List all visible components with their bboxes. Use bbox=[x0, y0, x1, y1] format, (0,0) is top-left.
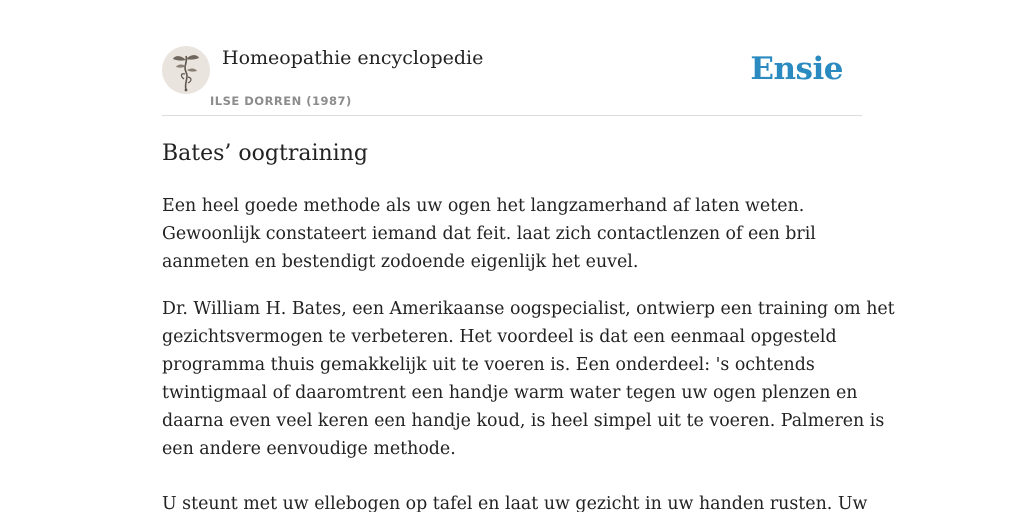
author-credit: ILSE DORREN (1987) bbox=[210, 94, 352, 108]
text-line: daarna even veel keren een handje koud, is heel simpel uit te voeren. Palmeren is bbox=[162, 411, 885, 431]
text-line: U steunt met uw ellebogen op tafel en laat uw gezicht in uw handen rusten. Uw bbox=[162, 494, 868, 512]
article-paragraph bbox=[162, 490, 868, 512]
book-title-link[interactable]: Homeopathie encyclopedie bbox=[222, 47, 484, 69]
text-line: Een heel goede methode als uw ogen het langzamerhand af laten weten. bbox=[162, 196, 805, 216]
text-line: gezichtsvermogen te verbeteren. Het voordeel is dat een eenmaal opgesteld bbox=[162, 327, 837, 347]
text-line: aanmeten en bestendigt zodoende eigenlijk het euvel. bbox=[162, 252, 639, 272]
text-line: een andere eenvoudige methode. bbox=[162, 439, 456, 459]
article-paragraph bbox=[162, 192, 862, 276]
text-line: Gewoonlijk constateert iemand dat feit. laat zich contactlenzen of een bril bbox=[162, 224, 816, 244]
book-header bbox=[162, 0, 862, 116]
text-line: Dr. William H. Bates, een Amerikaanse oogspecialist, ontwierp een training om het bbox=[162, 299, 895, 319]
herb-sprig-icon[interactable] bbox=[162, 46, 210, 94]
article-title: Bates’ oogtraining bbox=[162, 141, 368, 166]
text-line: programma thuis gemakkelijk uit te voeren is. Een onderdeel: 's ochtends bbox=[162, 355, 815, 375]
ensie-logo-link[interactable]: Ensie bbox=[750, 51, 843, 87]
text-line: twintigmaal of daaromtrent een handje warm water tegen uw ogen plenzen en bbox=[162, 383, 858, 403]
content-column bbox=[162, 0, 895, 512]
article-paragraph bbox=[162, 295, 895, 463]
